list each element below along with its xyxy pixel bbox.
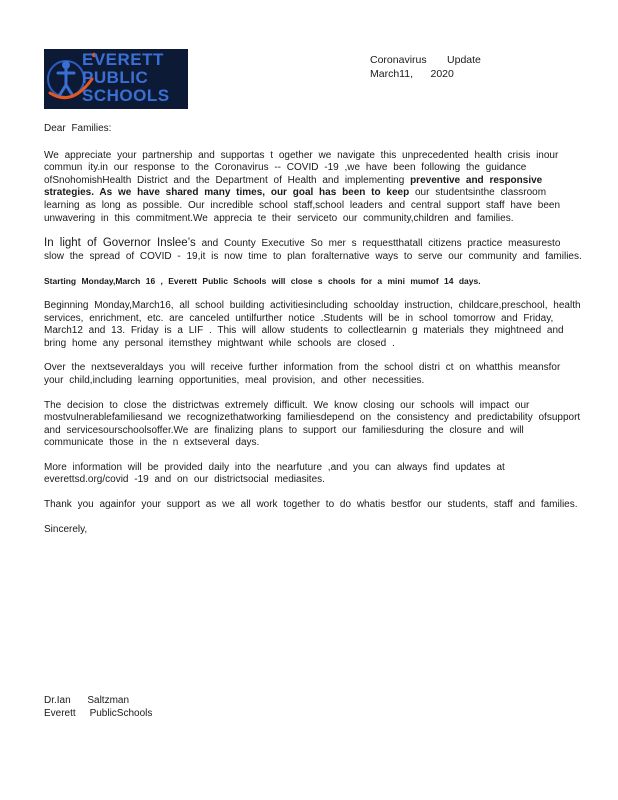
paragraph-2-lead: In light of Governor Inslee’s (44, 237, 196, 250)
logo-line-1: EVERETT (82, 50, 164, 69)
greeting: Dear Families: (44, 123, 112, 134)
logo-line-2: PUBLIC (82, 68, 149, 87)
paragraph-5: Over the nextseveraldays you will receive further information from the school distri ct on whatthis meansfor your child,including learning opportunities, meal provision, and other necessities. (44, 362, 561, 386)
paragraph-4: Beginning Monday,March16, all school building activitiesincluding schoolday instruction, childcare,preschool, health services, enrichment, etc. are canceled untilfurther notice .Students will be in school tomorrow and Friday, March12 and 13. Friday is a LIF . This will allow students to collectlearnin g materials they mightneed and bring home any personal itemsthey mightwant while schools are closed . (44, 299, 581, 349)
paragraph-8: Thank you againfor your support as we all work together to do whatis bestfor our students, staff and families. (44, 499, 578, 511)
closing: Sincerely, (44, 523, 88, 535)
signer-name: Dr.Ian Saltzman (44, 695, 130, 706)
paragraph-1-bold: preventive and responsive strategies. As we have shared many times, our goal has been to keep (44, 174, 543, 199)
letter-body (44, 123, 584, 548)
header-title: Coronavirus Update (370, 54, 481, 66)
signer-organization: Everett PublicSchools (44, 708, 153, 719)
paragraph-6: The decision to close the districtwas extremely difficult. We know closing our schools will impact our mostvulnerablefamiliesand we recognizethatworking familiesdepend on the consistency and predictability ofsupport and servicesourschoolsoffer.We are finalizing plans to support our familiesduring the closure and will communicate those in the n extseveral days. (44, 399, 581, 449)
district-logo (44, 49, 188, 109)
paragraph-1 (44, 150, 584, 226)
signature-block (44, 694, 152, 720)
paragraph-1-text-b: our studentsinthe classroom learning as long as possible. Our incredible school staff,school leaders and central support staff have been unwavering in this commitment.We apprecia te their serviceto our community,children and families. (44, 187, 561, 224)
header-date: March11, 2020 (370, 68, 454, 80)
letter-header (370, 53, 481, 81)
paragraph-7: More information will be provided daily into the nearfuture ,and you can always find updates at everettsd.org/covid -19 and on our districtsocial mediasites. (44, 461, 505, 486)
logo-line-3: SCHOOLS (82, 86, 170, 105)
paragraph-2-text: and County Executive So mer s requestthatall citizens practice measuresto slow the spread of COVID - 19,it is now time to plan foralternative ways to serve our community and families. (44, 238, 582, 262)
paragraph-3: Starting Monday,March 16 , Everett Public Schools will close s chools for a mini mumof 14 days. (44, 276, 481, 287)
logo-wordmark (82, 51, 170, 105)
paragraph-1-text-a: We appreciate your partnership and supportas t ogether we navigate this unprecedented health crisis inour commun ity.in our response to the Coronavirus -- COVID -19 ,we have been following the guidance ofSnohomishHealth District and the Department of Health and implementing (44, 149, 559, 186)
paragraph-2 (44, 237, 584, 263)
